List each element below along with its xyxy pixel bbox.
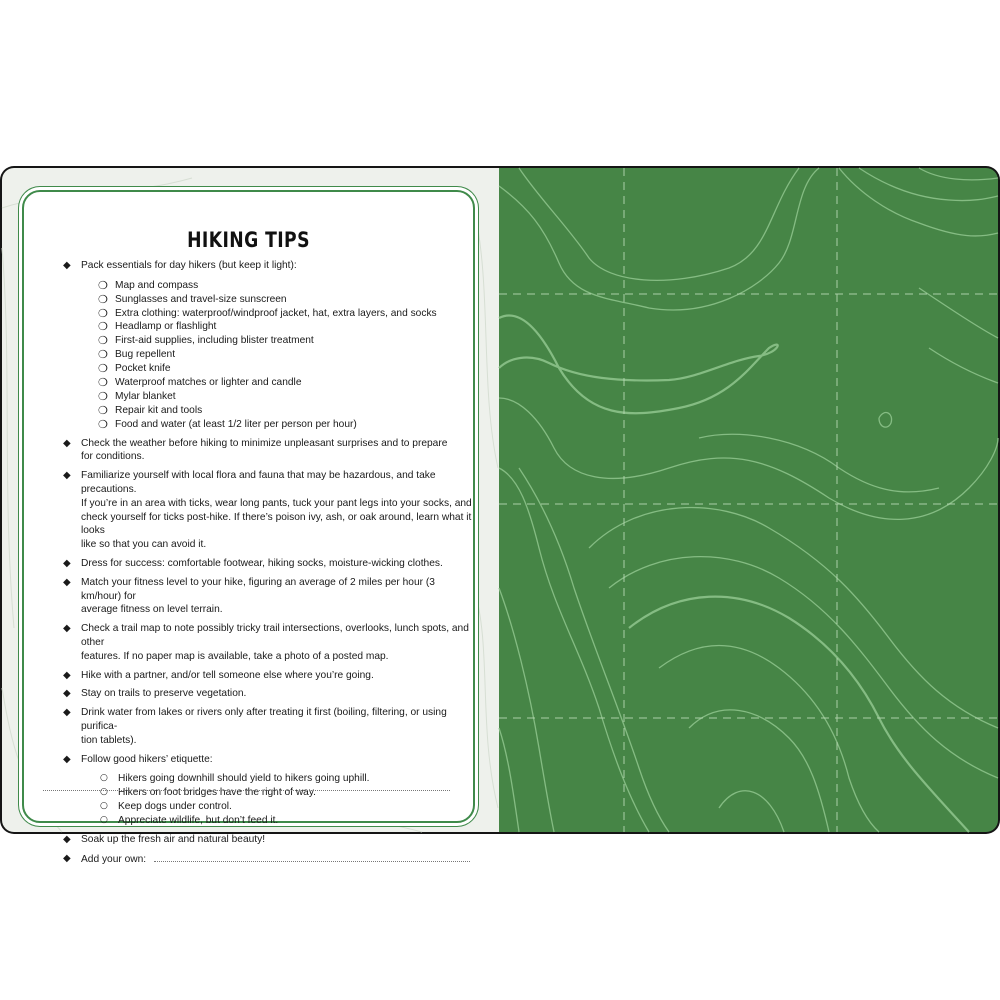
diamond-bullet-icon: ◆ [63,669,71,681]
list-item: ◆ Soak up the fresh air and natural beauty! [63,833,266,845]
diamond-bullet-icon: ◆ [63,470,71,482]
checklist-item[interactable]: ❍ Mylar blanket [98,389,176,403]
topographic-map-page [499,168,998,832]
hiking-tips-card [22,190,475,865]
list-item: ◆ Stay on trails to preserve vegetation. [63,688,247,700]
circle-checkbox-icon[interactable]: ❍ [98,376,108,390]
circle-checkbox-icon[interactable]: ❍ [98,389,108,403]
list-item: ○ Appreciate wildlife, but don’t feed it. [100,815,279,826]
tips-list [62,259,477,871]
list-item: ◆ Drink water from lakes or rivers only after treating it first (boiling, filtering, or using purifica- tion tablets). [63,707,447,746]
diamond-bullet-icon: ◆ [63,688,71,700]
list-item: ○ Keep dogs under control. [100,801,232,813]
etiquette-list [98,772,477,828]
circle-checkbox-icon[interactable]: ❍ [98,320,108,334]
write-in-line-extra[interactable] [43,790,450,791]
list-item: ◆ Check the weather before hiking to minimize unpleasant surprises and to prepare for conditions. [63,437,448,463]
small-circle-bullet-icon: ○ [100,787,108,798]
list-item: ◆ Follow good hikers’ etiquette: ○ Hikers going downhill should yield to hikers going uphill. ○ Hikers on foot bridges have the right of way. ○ Keep dogs under control. ○ Appreciate wildlife, but don’t feed it. [62,753,477,828]
add-your-own-label: Add your own: [81,853,147,865]
write-in-line[interactable] [154,852,470,862]
checklist-item[interactable]: ❍ Food and water (at least 1/2 liter per person per hour) [98,417,357,431]
notebook-spread [0,166,1000,865]
list-item: ◆ Pack essentials for day hikers (but keep it light): ❍ Map and compass ❍ Sunglasses and travel-size sunscreen ❍ Extra clothing: waterproof/windproof jacket, hat, extra layers, and socks ❍ Headlamp or flashlight ❍ First-aid supplies, including blister treatment ❍ Bug repellent ❍ Pocket knife ❍ Waterproof matches or lighter and candle ❍ Mylar blanket ❍ Repair kit and tools ❍ Food and water (at least 1/2 liter per person per hour) [62,259,477,432]
small-circle-bullet-icon: ○ [100,801,108,812]
list-item: ◆ Check a trail map to note possibly tricky trail intersections, overlooks, lunch spots, and other features. If no paper map is available, take a photo of a posted map. [63,623,469,662]
checklist-item[interactable]: ❍ Sunglasses and travel-size sunscreen [98,292,287,306]
diamond-bullet-icon: ◆ [63,260,71,271]
diamond-bullet-icon: ◆ [63,557,71,569]
checklist-item[interactable]: ❍ Headlamp or flashlight [98,320,217,334]
list-item: ◆ Match your fitness level to your hike, figuring an average of 2 miles per hour (3 km/hour) for average fitness on level terrain. [63,576,435,616]
circle-checkbox-icon[interactable]: ❍ [98,348,108,362]
diamond-bullet-icon: ◆ [63,623,71,635]
diamond-bullet-icon: ◆ [63,753,71,765]
circle-checkbox-icon[interactable]: ❍ [98,362,108,376]
small-circle-bullet-icon: ○ [100,773,108,784]
circle-checkbox-icon[interactable]: ❍ [98,334,108,348]
diamond-bullet-icon: ◆ [63,707,71,719]
topographic-map [499,168,998,832]
circle-checkbox-icon[interactable]: ❍ [98,403,108,417]
checklist-item[interactable]: ❍ Extra clothing: waterproof/windproof jacket, hat, extra layers, and socks [98,306,437,320]
list-item: ○ Hikers going downhill should yield to hikers going uphill. [100,773,370,785]
checklist-item[interactable]: ❍ Repair kit and tools [98,403,203,417]
checklist-item[interactable]: ❍ First-aid supplies, including blister treatment [98,334,314,348]
checklist-item[interactable]: ❍ Waterproof matches or lighter and candle [98,376,302,390]
diamond-bullet-icon: ◆ [63,576,71,588]
page-title: HIKING TIPS [187,228,310,252]
list-item: ◆ Dress for success: comfortable footwear, hiking socks, moisture-wicking clothes. [63,557,443,569]
checklist-item[interactable]: ❍ Bug repellent [98,348,176,362]
checklist-item[interactable]: ❍ Pocket knife [98,362,171,376]
add-your-own-field[interactable] [62,852,477,867]
circle-checkbox-icon[interactable]: ❍ [98,417,108,431]
circle-checkbox-icon[interactable]: ❍ [98,306,108,320]
checklist-item[interactable]: ❍ Map and compass [98,278,199,292]
essentials-checklist [98,279,477,432]
circle-checkbox-icon[interactable]: ❍ [98,278,108,292]
diamond-bullet-icon: ◆ [63,852,71,864]
circle-checkbox-icon[interactable]: ❍ [98,292,108,306]
left-page [2,168,499,865]
list-item: ◆ Hike with a partner, and/or tell someone else where you’re going. [63,669,374,681]
diamond-bullet-icon: ◆ [63,437,71,449]
small-circle-bullet-icon: ○ [100,815,108,825]
list-item: ◆ Familiarize yourself with local flora and fauna that may be hazardous, and take precautions. If you’re in an area with ticks, wear long pants, tuck your pant legs into your socks, and check yourself for ticks post-hike. If there’s poison ivy, ash, or oak around, learn what it looks like so that you can avoid it. [63,470,472,551]
list-item: ○ Hikers on foot bridges have the right of way. [100,787,317,799]
diamond-bullet-icon: ◆ [63,833,71,845]
